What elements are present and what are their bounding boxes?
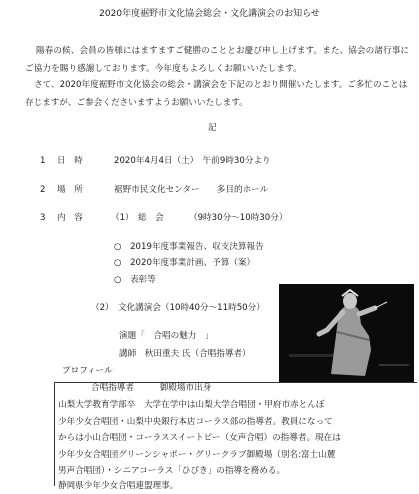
item-1-value: 2020年4月4日（土） 午前9時30分より	[114, 156, 271, 166]
intro-paragraph: さて、2020年度裾野市文化協会の総会・講演会を下記のとおり開催いたします。ご多忙のことは存じますが、ご参会くださいますようお願いいたします。	[25, 80, 408, 108]
greeting-paragraph: 陽春の候、会員の皆様にはますますご健勝のこととお慶び申し上げます。また、協会の諸行事にご協力を賜り感謝しております。今年度もよろしくお願いいたします。	[25, 46, 410, 74]
item-2-label: 場 所	[57, 185, 83, 195]
profile-heading: プロフィール	[62, 366, 113, 376]
item-1-label: 日 時	[57, 156, 83, 166]
item-2-value: 裾野市民文化センター 多目的ホール	[114, 185, 269, 195]
item-3-label: 内 容	[57, 213, 83, 223]
agenda-item: ○ 表彰等	[114, 275, 156, 285]
profile-line: からは小山合唱団・コーラススイートピー（女声合唱）の指導者。現在は	[58, 433, 341, 443]
lecture-heading: （2） 文化講演会（10時40分～11時50分）	[91, 303, 265, 313]
profile-line: 少年少女合唱団グリーンシャポー・グリークラブ御殿場（別名:富士山麓	[58, 450, 336, 460]
profile-line: 静岡県少年少女合唱連盟理事。	[58, 481, 179, 491]
speaker-photo	[279, 284, 414, 383]
ki-heading: 記	[208, 123, 217, 133]
item-2-number: 2	[40, 185, 46, 195]
profile-line: 少年少女合唱団・山梨中央銀行本店コーラス部の指導者。教員になって	[58, 417, 333, 427]
profile-line: 山梨大学教育学部卒 大学在学中は山梨大学合唱団・甲府市赤とんぼ	[58, 400, 325, 410]
profile-role: 合唱指導者 御殿場市出身	[91, 383, 212, 393]
item-3-number: 3	[40, 213, 46, 223]
item-3-sub: （1） 総 会	[111, 213, 164, 223]
profile-line: 男声合唱団）・シニアコーラス「ひびき」の指導を務める。	[58, 466, 286, 476]
lecture-speaker: 講師 秋田重夫 氏（合唱指導者）	[119, 349, 251, 359]
page-title: 2020年度裾野市文化協会総会・文化講演会のお知らせ	[99, 9, 320, 19]
lecture-title: 演題「 合唱の魅力 」	[119, 331, 214, 341]
item-1-number: 1	[40, 156, 46, 166]
agenda-item: ○ 2019年度事業報告、収支決算報告	[114, 242, 264, 252]
item-3-time: （9時30分～10時30分）	[189, 213, 288, 223]
agenda-item: ○ 2020年度事業計画、予算（案）	[114, 258, 256, 268]
conductor-silhouette	[279, 284, 414, 383]
